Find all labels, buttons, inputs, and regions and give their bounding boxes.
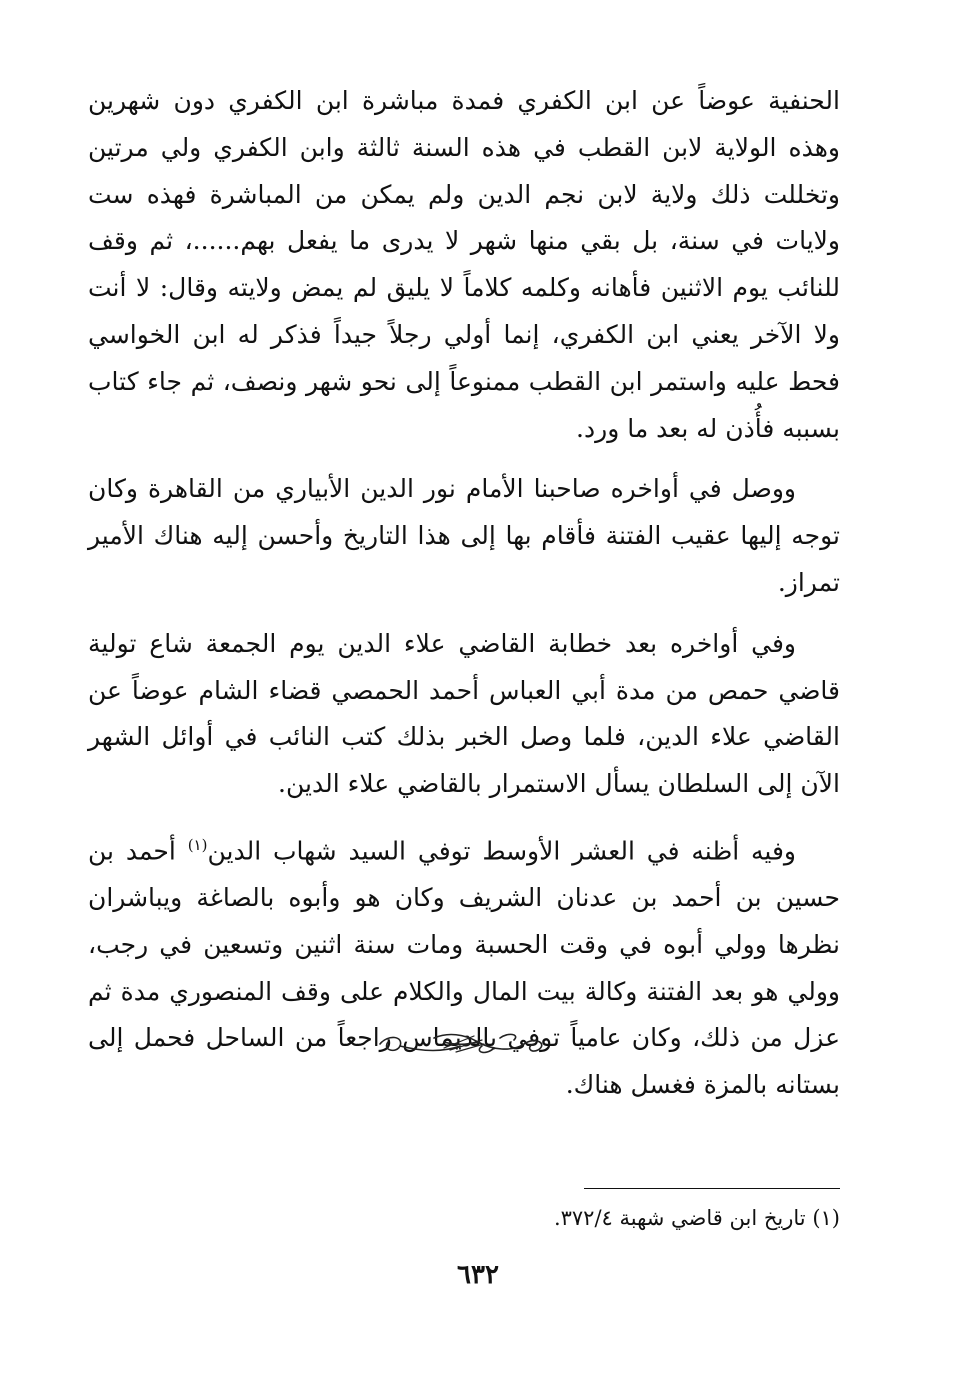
paragraph-2: ووصل في أواخره صاحبنا الأمام نور الدين الأبياري من القاهرة وكان توجه إليها عقيب الفتنة فأقام بها إلى هذا التاريخ وأحسن إليه هناك الأمير تمراز. <box>88 474 840 597</box>
paragraph-4-lead: وفيه أظنه في العشر الأوسط توفي السيد شهاب الدين <box>207 836 796 866</box>
footnote-reference[interactable]: (١) <box>187 835 208 854</box>
footnote-marker: (١) <box>812 1206 840 1230</box>
paragraph-1: الحنفية عوضاً عن ابن الكفري فمدة مباشرة ابن الكفري دون شهرين وهذه الولاية لابن القطب في هذه السنة ثالثة وابن الكفري ولي مرتين وتخللت ذلك ولاية لابن نجم الدين ولم يمكن من المباشرة فهذه ست ولايات في سنة، بل بقي منها شهر لا يدرى ما يفعل بهم......، ثم وقف للنائب يوم الاثنين فأهانه وكلمه كلاماً لا يليق لم يمض ولايته وقال: لا أنت ولا الآخر يعني ابن الكفري، إنما أولي رجلاً جيداً فذكر له ابن الخواسي فحط عليه واستمر ابن القطب ممنوعاً إلى نحو شهر ونصف، ثم جاء كتاب بسببه فأُذن له بعد ما ورد. <box>88 86 840 443</box>
paragraph-3: وفي أواخره بعد خطابة القاضي علاء الدين يوم الجمعة شاع تولية قاضي حمص من مدة أبي العباس أحمد الحمصي قضاء الشام عوضاً عن القاضي علاء الدين، فلما وصل الخبر بذلك كتب النائب في أوائل الشهر الآن إلى السلطان يسأل الاستمرار بالقاضي علاء الدين. <box>88 628 840 799</box>
paragraph-4 <box>88 822 840 1109</box>
footnote-text: تاريخ ابن قاضي شهبة ٣٧٢/٤. <box>553 1206 806 1230</box>
ornament-divider-icon <box>374 1022 550 1062</box>
page-number: ٦٣٢ <box>457 1260 499 1290</box>
paragraph-4-body: أحمد بن حسين بن أحمد بن عدنان الشريف وكان هو وأبوه بالصاغة ويباشران نظرها وولي أبوه في وقت الحسبة ومات سنة اثنين وتسعين في رجب، وولي هو بعد الفتنة وكالة بيت المال والكلام على وقف المنصوري مدة ثم عزل من ذلك، وكان عامياً توفي بالديماس راجعاً من الساحل فحمل إلى بستانه بالمزة فغسل هناك. <box>88 836 840 1100</box>
footnote-separator <box>584 1188 840 1189</box>
main-text <box>88 78 840 1109</box>
footnote-1 <box>340 1200 840 1236</box>
